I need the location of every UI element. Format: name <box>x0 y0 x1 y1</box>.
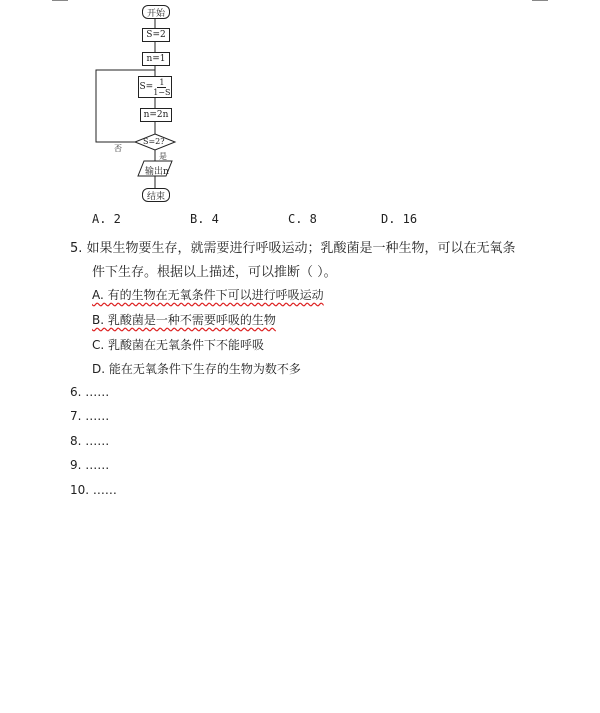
q5-option-b: B. 乳酸菌是一种不需要呼吸的生物 <box>92 313 276 327</box>
q5-line-1: 5. 如果生物要生存，就需要进行呼吸运动；乳酸菌是一种生物，可以在无氧条 <box>70 241 516 256</box>
q4-option-a: A. 2 <box>92 212 121 226</box>
flow-n-init: n=1 <box>142 52 170 66</box>
flow-s-init: S=2 <box>142 28 170 42</box>
question-9: 9. …… <box>70 458 110 472</box>
q4-option-c: C. 8 <box>288 212 317 226</box>
flowchart <box>0 0 600 210</box>
fraction: $\frac{1}{1-S}$ <box>153 77 171 97</box>
flowchart-connectors <box>0 0 600 210</box>
question-6: 6. …… <box>70 385 110 399</box>
flow-end: 结束 <box>142 188 170 202</box>
flow-n-update: n=2n <box>140 108 172 122</box>
q5-option-c: C. 乳酸菌在无氧条件下不能呼吸 <box>92 338 265 352</box>
question-7: 7. …… <box>70 409 110 423</box>
question-10: 10. …… <box>70 483 117 497</box>
question-8: 8. …… <box>70 434 110 448</box>
q5-line-2: 件下生存。根据以上描述，可以推断（ ）。 <box>92 265 337 280</box>
flow-s-update: S= $\frac{1}{1-S}$ <box>139 77 171 97</box>
flow-no-label: 否 <box>114 144 122 153</box>
flow-start: 开始 <box>142 5 170 19</box>
q4-option-b: B. 4 <box>190 212 219 226</box>
q4-option-d: D. 16 <box>381 212 418 226</box>
q5-option-d: D. 能在无氧条件下生存的生物为数不多 <box>92 362 301 376</box>
flow-condition: S=2? <box>143 137 165 146</box>
flow-output: 输出n <box>145 167 169 177</box>
q5-option-a: A. 有的生物在无氧条件下可以进行呼吸运动 <box>92 288 324 302</box>
flow-yes-label: 是 <box>159 152 167 161</box>
